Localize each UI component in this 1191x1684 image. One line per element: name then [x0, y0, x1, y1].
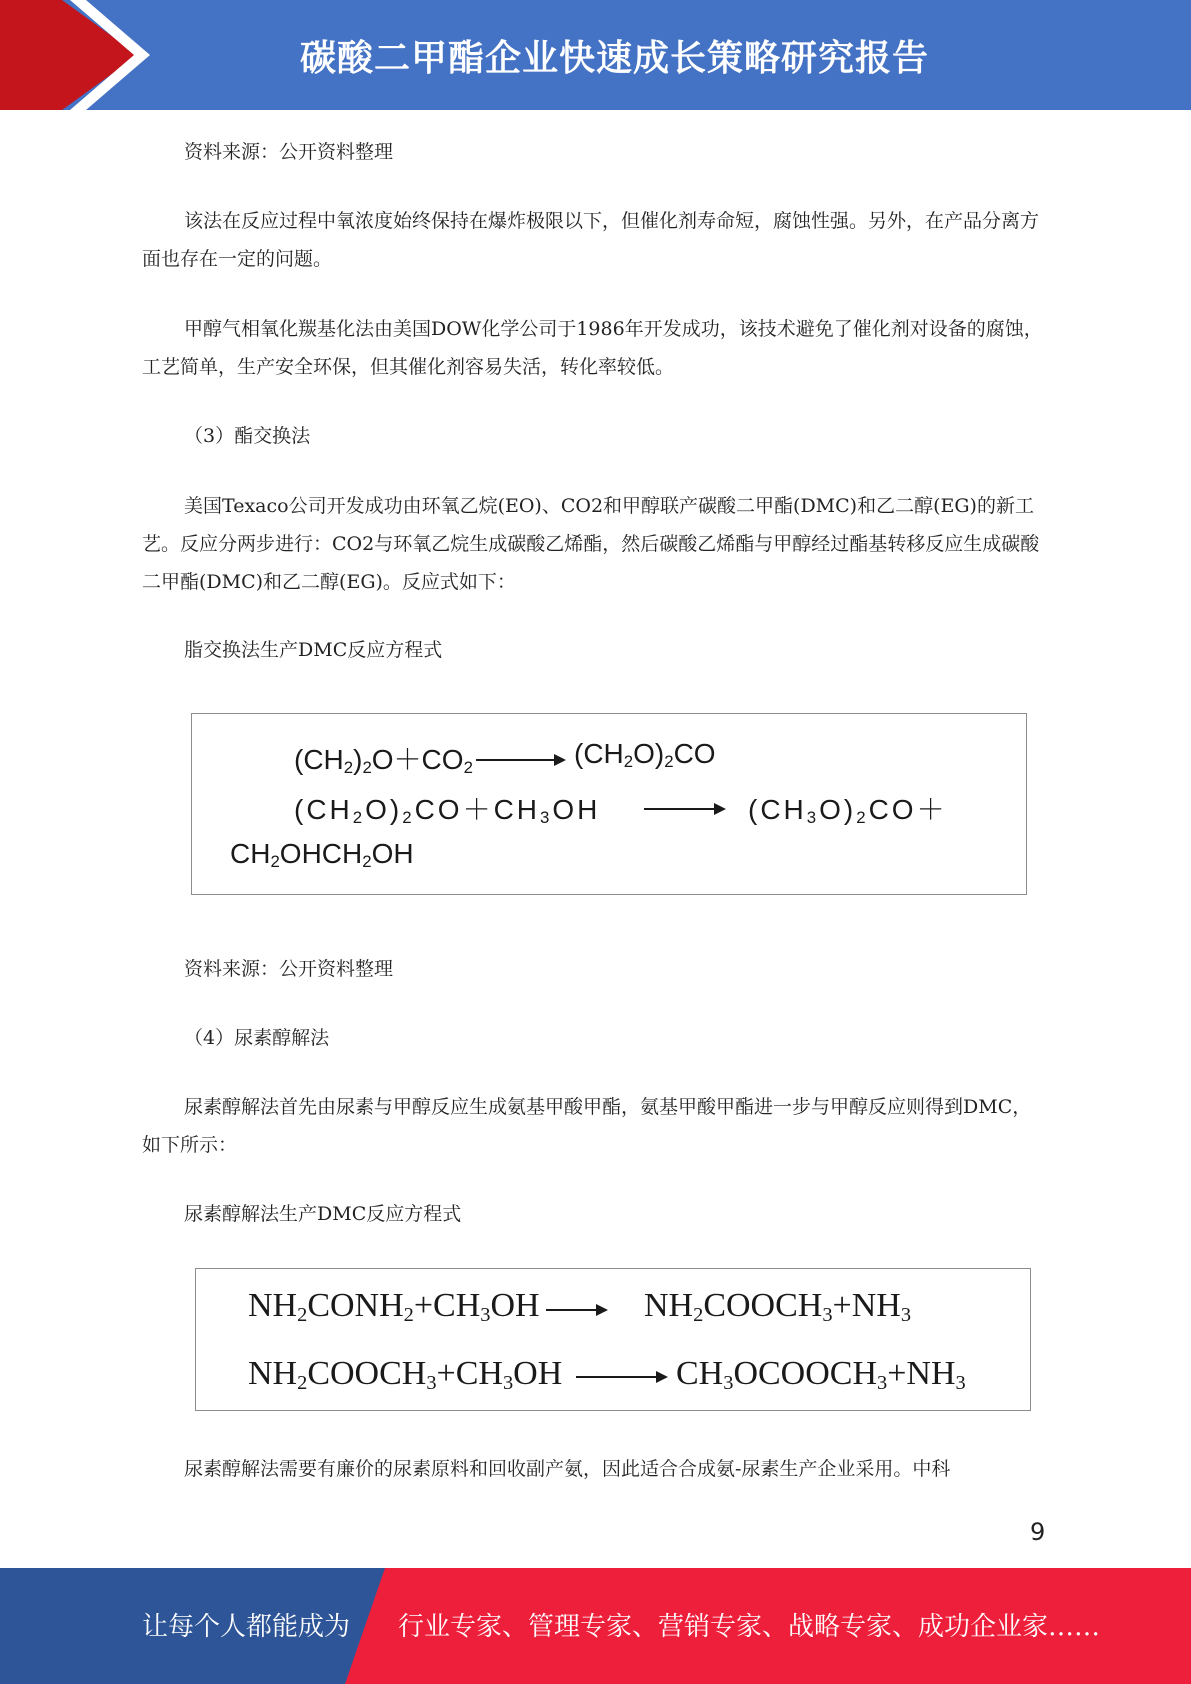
paragraph: 尿素醇解法需要有廉价的尿素原料和回收副产氨，因此适合合成氨-尿素生产企业采用。中科	[184, 1458, 951, 1480]
section-heading: （3）酯交换法	[184, 425, 311, 447]
equation-line: $NH_2CONH_2+CH_3OH$	[248, 1287, 540, 1327]
paragraph: 美国Texaco公司开发成功由环氧乙烷(EO)、CO2和甲醇联产碳酸二甲酯(DMC)和乙二醇(EG)的新工艺。反应分两步进行：CO2与环氧乙烷生成碳酸乙烯酯，然后碳酸乙烯酯与甲醇经过酯基转移反应生成碳酸二甲酯(DMC)和乙二醇(EG)。反应式如下：	[142, 495, 1040, 593]
reaction-arrow	[476, 759, 564, 761]
page-footer	[0, 1568, 1191, 1684]
page-header	[0, 0, 1191, 110]
paragraph: 该法在反应过程中氧浓度始终保持在爆炸极限以下，但催化剂寿命短，腐蚀性强。另外，在产品分离方面也存在一定的问题。	[142, 210, 1040, 270]
equation-figure-urea-alcoholysis	[195, 1268, 1031, 1411]
equation-line: $NH_2COOCH_3+CH_3OH$	[248, 1355, 563, 1395]
paragraph: 尿素醇解法首先由尿素与甲醇反应生成氨基甲酸甲酯，氨基甲酸甲酯进一步与甲醇反应则得到DMC，如下所示：	[142, 1096, 1032, 1156]
equation-figure-transesterification	[191, 713, 1027, 895]
footer-slogan-right: 行业专家、管理专家、营销专家、战略专家、成功企业家……	[398, 1612, 1101, 1642]
equation-line: $CH_3OCOOCH_3+NH_3$	[676, 1355, 966, 1395]
equation-line: $(CH_2O)_2CO$	[574, 738, 716, 772]
paragraph: 甲醇气相氧化羰基化法由美国DOW化学公司于1986年开发成功，该技术避免了催化剂对设备的腐蚀，工艺简单，生产安全环保，但其催化剂容易失活，转化率较低。	[142, 318, 1043, 378]
figure-caption: 脂交换法生产DMC反应方程式	[184, 639, 443, 661]
reaction-arrow	[546, 1309, 606, 1311]
source-note: 资料来源：公开资料整理	[184, 958, 394, 980]
reaction-arrow	[576, 1376, 666, 1378]
page-number: 9	[1030, 1518, 1046, 1546]
equation-line: $(CH_3O)_2CO+$	[748, 794, 948, 828]
footer-slogan-left: 让每个人都能成为	[142, 1612, 351, 1642]
report-title: 碳酸二甲酯企业快速成长策略研究报告	[300, 38, 930, 79]
equation-line: $NH_2COOCH_3+NH_3$	[644, 1287, 912, 1327]
source-note: 资料来源：公开资料整理	[184, 141, 394, 163]
equation-line: $(CH_2O)_2CO+CH_3OH$	[294, 794, 601, 828]
equation-line: $CH_2OHCH_2OH$	[230, 838, 414, 872]
figure-caption: 尿素醇解法生产DMC反应方程式	[184, 1203, 462, 1225]
section-heading: （4）尿素醇解法	[184, 1027, 330, 1049]
equation-line: $(CH_2)_2O+CO_2$	[294, 744, 473, 778]
reaction-arrow	[644, 808, 724, 810]
